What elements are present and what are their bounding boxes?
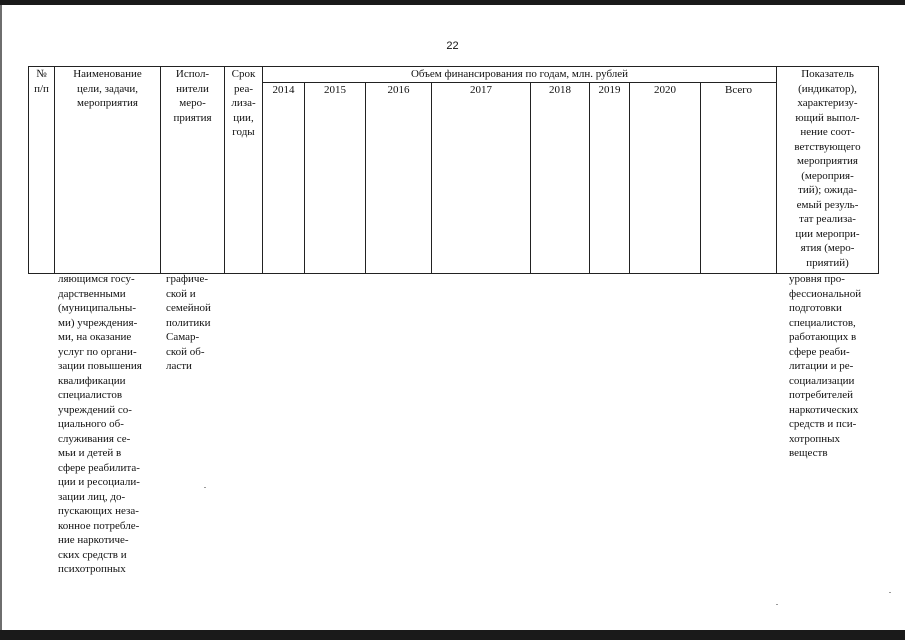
header-name: Наименование цели, задачи, мероприятия xyxy=(55,67,161,274)
header-year-2019: 2019 xyxy=(590,82,630,273)
header-year-2015: 2015 xyxy=(305,82,366,273)
top-scan-border xyxy=(0,0,905,5)
header-year-2018: 2018 xyxy=(531,82,590,273)
header-year-2020: 2020 xyxy=(630,82,701,273)
scan-speck xyxy=(204,487,206,488)
left-scan-edge xyxy=(0,5,2,630)
header-year-2014: 2014 xyxy=(263,82,305,273)
scan-speck xyxy=(776,604,778,605)
header-financing: Объем финансирования по годам, млн. рублей xyxy=(263,67,777,83)
bottom-scan-border xyxy=(0,630,905,640)
header-year-2017: 2017 xyxy=(432,82,531,273)
header-term: Срок реа- лиза- ции, годы xyxy=(225,67,263,274)
continuation-indicator-text: уровня про- фессиональной подготовки специалистов, работающих в сфере реаби- литации и ре- социализации потребителей наркотических средств и пси- хотропных веществ xyxy=(789,273,862,459)
continuation-name-text: ляющимся госу- дарственными (муниципальны- ми) учреждения- ми, на оказание услуг по органи- зации повышения квалификации специалистов учреждений со- циального об- служивания се- мьи и детей в сфере реабилита- ции и ресоциали- зации лиц, до- пускающих неза- конное потребле- ние наркотиче- ских средств и психотропных xyxy=(58,273,142,575)
financing-table xyxy=(28,66,879,274)
header-row-1 xyxy=(29,67,879,83)
header-number: № п/п xyxy=(29,67,55,274)
scan-speck xyxy=(889,592,891,593)
page-number: 22 xyxy=(446,40,459,52)
header-total: Всего xyxy=(701,82,777,273)
header-executors: Испол- нители меро- приятия xyxy=(161,67,225,274)
header-indicator: Показатель (индикатор), характеризу- ющий выпол- нение соот- ветствующего мероприятия (мероприя- тий); ожида- емый резуль- тат реализа- ции меропри- ятия (меро- приятий) xyxy=(777,67,879,274)
header-year-2016: 2016 xyxy=(366,82,432,273)
continuation-executors-text: графиче- ской и семейной политики Самар- ской об- ласти xyxy=(166,273,211,372)
